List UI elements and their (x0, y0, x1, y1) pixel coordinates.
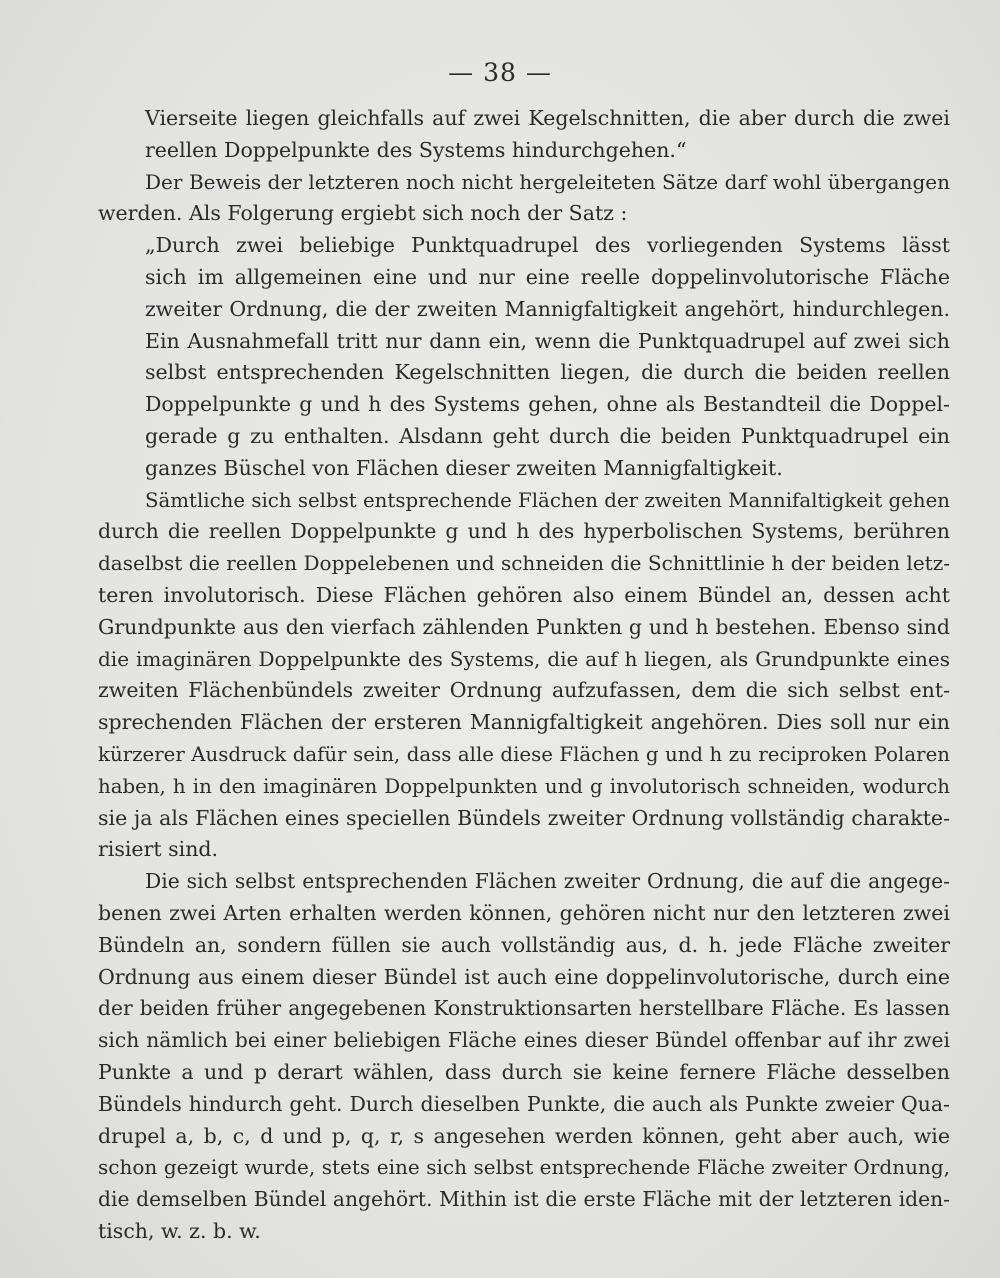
page-number: — 38 — (448, 58, 552, 87)
text-line: zweiter Ordnung, die der zweiten Mannigfaltigkeit angehört, hindurchlegen. (145, 296, 950, 321)
text-line: Doppelpunkte g und h des Systems gehen, ohne als Bestandteil die Doppel- (145, 392, 950, 417)
text-line: gerade g zu enthalten. Alsdann geht durch die beiden Punktquadrupel ein (145, 423, 950, 448)
text-line: drupel a, b, c, d und p, q, r, s angesehen werden können, geht aber auch, wie (98, 1123, 950, 1148)
text-line: sich im allgemeinen eine und nur eine reelle doppelinvolutorische Fläche (145, 264, 950, 289)
text-line: werden. Als Folgerung ergiebt sich noch der Satz : (98, 201, 628, 226)
text-line: Ein Ausnahmefall tritt nur dann ein, wenn die Punktquadrupel auf zwei sich (145, 328, 950, 353)
text-line: Bündels hindurch geht. Durch dieselben Punkte, die auch als Punkte zweier Qua- (98, 1091, 950, 1116)
text-line: teren involutorisch. Diese Flächen gehören also einem Bündel an, dessen acht (98, 582, 950, 607)
text-line: Ordnung aus einem dieser Bündel ist auch eine doppelinvolutorische, durch eine (98, 964, 950, 989)
text-line: Die sich selbst entsprechenden Flächen zweiter Ordnung, die auf die angege- (145, 869, 950, 894)
text-line: haben, h in den imaginären Doppelpunkten und g involutorisch schneiden, wodurch (98, 774, 950, 798)
text-line: „Durch zwei beliebige Punktquadrupel des vorliegenden Systems lässt (145, 233, 950, 258)
text-line: reellen Doppelpunkte des Systems hindurchgehen.“ (145, 137, 687, 162)
text-line: selbst entsprechenden Kegelschnitten liegen, die durch die beiden reellen (145, 360, 950, 385)
text-line: daselbst die reellen Doppelebenen und schneiden die Schnittlinie h der beiden letz- (98, 551, 950, 576)
text-line: die imaginären Doppelpunkte des Systems, die auf h liegen, als Grundpunkte eines (98, 646, 950, 671)
text-line: risiert sind. (98, 837, 219, 862)
text-line: tisch, w. z. b. w. (98, 1218, 261, 1243)
text-line: Vierseite liegen gleichfalls auf zwei Kegelschnitten, die aber durch die zwei (145, 106, 950, 130)
text-line: schon gezeigt wurde, stets eine sich selbst entsprechende Fläche zweiter Ordnung, (98, 1155, 950, 1180)
text-line: ganzes Büschel von Flächen dieser zweiten Mannigfaltigkeit. (145, 455, 783, 480)
text-line: der beiden früher angegebenen Konstruktionsarten herstellbare Fläche. Es lassen (98, 996, 950, 1021)
text-line: Sämtliche sich selbst entsprechende Flächen der zweiten Mannifaltigkeit gehen (145, 488, 950, 512)
text-line: kürzerer Ausdruck dafür sein, dass alle diese Flächen g und h zu reciproken Polaren (98, 742, 950, 766)
text-line: Grundpunkte aus den vierfach zählenden Punkten g und h bestehen. Ebenso sind (98, 614, 950, 639)
text-line: sie ja als Flächen eines speciellen Bündels zweiter Ordnung vollständig charakte- (98, 805, 950, 830)
text-line: Der Beweis der letzteren noch nicht hergeleiteten Sätze darf wohl übergangen (145, 169, 950, 194)
text-line: durch die reellen Doppelpunkte g und h des hyperbolischen Systems, berühren (98, 519, 950, 544)
text-line: sprechenden Flächen der ersteren Mannigfaltigkeit angehören. Dies soll nur ein (98, 710, 950, 735)
text-line: zweiten Flächenbündels zweiter Ordnung aufzufassen, dem die sich selbst ent- (98, 678, 950, 703)
body-text (98, 103, 950, 1248)
text-line: Bündeln an, sondern füllen sie auch vollständig aus, d. h. jede Fläche zweiter (98, 932, 950, 957)
text-line: sich nämlich bei einer beliebigen Fläche eines dieser Bündel offenbar auf ihr zwei (98, 1028, 950, 1053)
text-line: Punkte a und p derart wählen, dass durch sie keine fernere Fläche desselben (98, 1059, 950, 1084)
text-line: die demselben Bündel angehört. Mithin ist die erste Fläche mit der letzteren iden- (98, 1187, 950, 1212)
text-line: benen zwei Arten erhalten werden können, gehören nicht nur den letzteren zwei (98, 900, 950, 925)
